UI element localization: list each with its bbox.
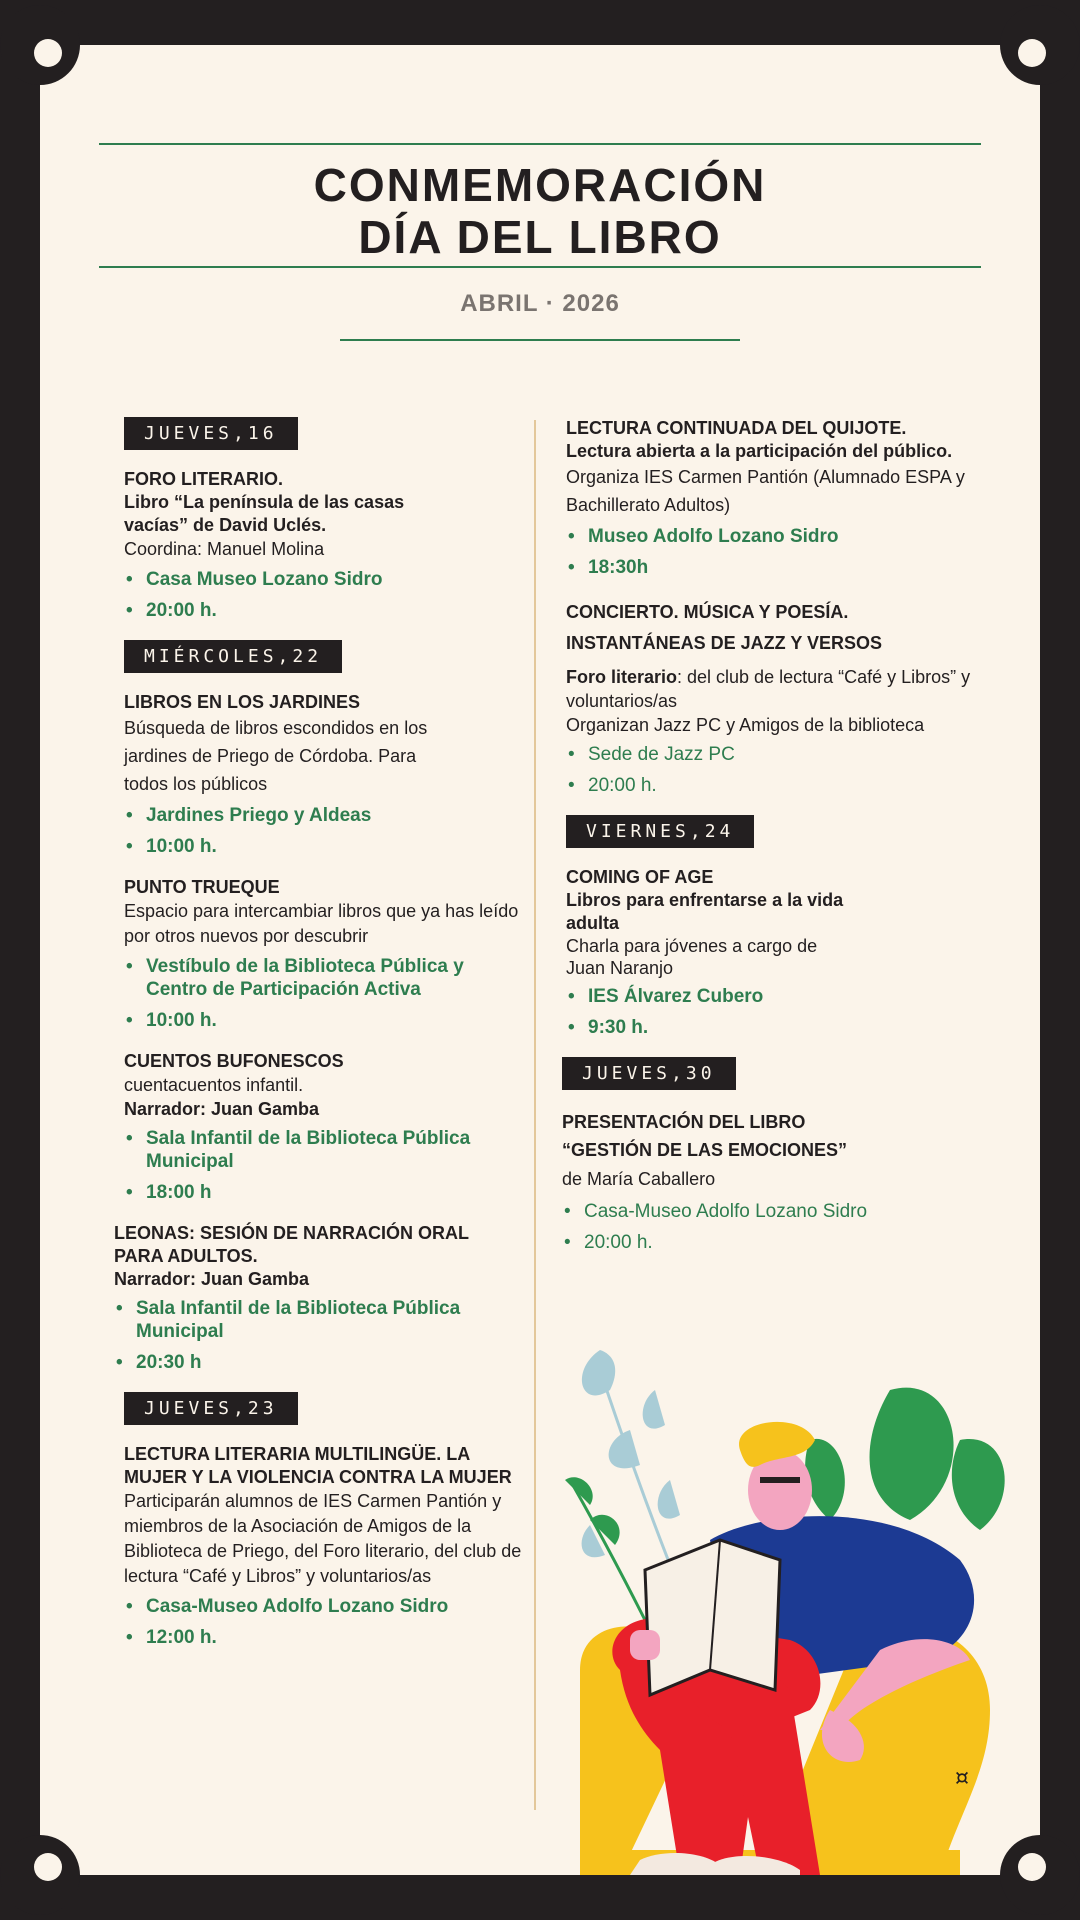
poster-title-line2: DÍA DEL LIBRO <box>358 211 722 263</box>
event-narrator: Narrador: Juan Gamba <box>114 1269 310 1289</box>
day-tag: JUEVES,30 <box>562 1057 736 1090</box>
event-desc: Charla para jóvenes a cargo de Juan Naranjo <box>566 936 818 978</box>
event-time: • 10:00 h. <box>124 835 524 858</box>
event-libros-jardines <box>124 691 524 858</box>
event-place: • Vestíbulo de la Biblioteca Pública y Centro de Participación Activa <box>124 955 524 1001</box>
event-concierto <box>566 597 1036 797</box>
event-place: • IES Álvarez Cubero <box>566 985 1036 1008</box>
event-desc: Organizan Jazz PC y Amigos de la biblioteca <box>566 715 925 735</box>
event-place: • Casa-Museo Adolfo Lozano Sidro <box>124 1595 524 1618</box>
event-title: LECTURA CONTINUADA DEL QUIJOTE. <box>566 418 907 438</box>
event-time: • 18:30h <box>566 556 1036 579</box>
poster-title-line1: CONMEMORACIÓN <box>313 159 767 211</box>
event-punto-trueque <box>124 876 524 1032</box>
poster-date: ABRIL · 2026 <box>460 290 620 317</box>
day-tag: JUEVES,23 <box>124 1392 298 1425</box>
event-place: • Sede de Jazz PC <box>566 743 1036 766</box>
column-divider <box>534 420 536 1810</box>
event-cuentos-bufonescos <box>124 1050 524 1204</box>
corner-notch <box>1000 5 1080 85</box>
poster-frame <box>40 45 1040 1875</box>
event-subtitle <box>566 665 1006 713</box>
corner-notch <box>0 1835 80 1915</box>
event-time: • 12:00 h. <box>124 1626 524 1649</box>
day-tag: MIÉRCOLES,22 <box>124 640 342 673</box>
event-place: • Sala Infantil de la Biblioteca Pública Municipal <box>124 1127 524 1173</box>
event-subtitle-rest: : del club de lectura “Café y Libros” y voluntarios/as <box>566 667 971 711</box>
event-time: • 18:00 h <box>124 1181 524 1204</box>
event-place: • Sala Infantil de la Biblioteca Pública Municipal <box>114 1297 524 1343</box>
reader-illustration <box>560 1330 1040 1875</box>
event-time: • 9:30 h. <box>566 1016 1036 1039</box>
event-coming-of-age <box>566 866 1036 1039</box>
event-title: PRESENTACIÓN DEL LIBRO <box>562 1112 806 1132</box>
event-title-2: “GESTIÓN DE LAS EMOCIONES” <box>562 1140 848 1160</box>
event-place: • Jardines Priego y Aldeas <box>124 804 524 827</box>
event-desc: de María Caballero <box>562 1169 716 1189</box>
event-subtitle: Libro “La península de las casas vacías” de David Uclés. <box>124 492 405 535</box>
event-title: CUENTOS BUFONESCOS <box>124 1051 344 1071</box>
event-time: • 10:00 h. <box>124 1009 524 1032</box>
event-time: • 20:30 h <box>114 1351 524 1374</box>
event-time: • 20:00 h. <box>124 599 524 622</box>
event-title: CONCIERTO. MÚSICA Y POESÍA. <box>566 602 849 622</box>
event-presentacion-libro <box>562 1108 1036 1254</box>
left-column <box>114 417 524 1667</box>
event-time: • 20:00 h. <box>562 1231 1036 1254</box>
event-subtitle: Lectura abierta a la participación del público. <box>566 441 953 461</box>
event-leonas <box>114 1222 524 1374</box>
event-lectura-multilingue <box>124 1443 524 1649</box>
event-title: LECTURA LITERARIA MULTILINGÜE. LA MUJER Y LA VIOLENCIA CONTRA LA MUJER <box>124 1444 512 1487</box>
event-desc: Coordina: Manuel Molina <box>124 539 325 559</box>
event-title: PUNTO TRUEQUE <box>124 877 280 897</box>
event-title: COMING OF AGE <box>566 867 714 887</box>
event-narrator: Narrador: Juan Gamba <box>124 1099 320 1119</box>
right-column <box>562 417 1036 1272</box>
event-title: LIBROS EN LOS JARDINES <box>124 692 361 712</box>
event-desc: Participarán alumnos de IES Carmen Pantión y miembros de la Asociación de Amigos de la Biblioteca de Priego, del Foro literario, del club de lectura “Café y Libros” y voluntarios/as <box>124 1491 522 1586</box>
event-subtitle: Libros para enfrentarse a la vida adulta <box>566 890 844 933</box>
event-quijote <box>566 417 1036 579</box>
date-rule <box>340 339 740 341</box>
event-place: • Casa Museo Lozano Sidro <box>124 568 524 591</box>
event-desc: Búsqueda de libros escondidos en los jardines de Priego de Córdoba. Para todos los públicos <box>124 718 428 794</box>
event-title: FORO LITERARIO. <box>124 469 283 489</box>
event-title-2: INSTANTÁNEAS DE JAZZ Y VERSOS <box>566 633 883 653</box>
event-title: LEONAS: SESIÓN DE NARRACIÓN ORAL PARA ADULTOS. <box>114 1223 469 1266</box>
day-tag: VIERNES,24 <box>566 815 754 848</box>
title-rule-top <box>99 143 981 145</box>
event-subtitle-bold: Foro literario <box>566 667 678 687</box>
event-foro-literario <box>124 468 524 622</box>
event-time: • 20:00 h. <box>566 774 1036 797</box>
event-place: • Museo Adolfo Lozano Sidro <box>566 525 1036 548</box>
corner-notch <box>0 5 80 85</box>
event-place: • Casa-Museo Adolfo Lozano Sidro <box>562 1200 1036 1223</box>
event-desc: cuentacuentos infantil. <box>124 1075 304 1095</box>
day-tag: JUEVES,16 <box>124 417 298 450</box>
event-desc: Espacio para intercambiar libros que ya has leído por otros nuevos por descubrir <box>124 901 519 946</box>
svg-text:¤: ¤ <box>955 1766 969 1791</box>
event-desc: Organiza IES Carmen Pantión (Alumnado ESPA y Bachillerato Adultos) <box>566 467 965 515</box>
title-rule-bottom <box>99 266 981 268</box>
